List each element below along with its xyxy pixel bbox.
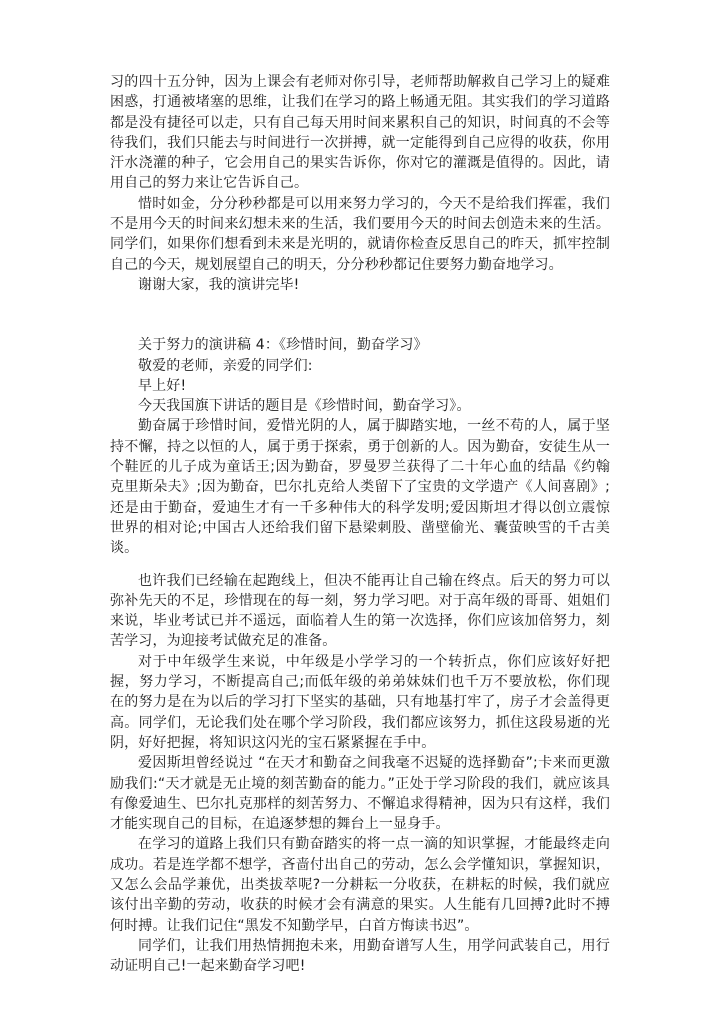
paragraph-gap [110, 559, 610, 571]
closing-line: 谢谢大家，我的演讲完毕! [138, 276, 300, 293]
speech-title: 关于努力的演讲稿 4：《珍惜时间，勤奋学习》 [138, 337, 428, 354]
section-gap [110, 295, 610, 335]
body-paragraph: 惜时如金，分分秒秒都是可以用来努力学习的，今天不是给我们挥霍，我们不是用今天的时间来幻想未来的生活，我们要用今天的时间去创造未来的生活。同学们，如果你们想看到未来是光明的，就请你检查反思自己的昨天，抓牢控制自己的今天，规划展望自己的明天，分分秒秒都记住要努力勤奋地学习。 [110, 195, 610, 273]
salutation: 敬爱的老师，亲爱的同学们: [138, 357, 313, 374]
greeting: 早上好! [138, 377, 187, 394]
body-paragraph: 爱因斯坦曾经说过 “在天才和勤奋之间我毫不迟疑的选择勤奋”;卡来而更激励我们:“天才就是无止境的刻苦勤奋的能力。”正处于学习阶段的我们，就应该具有像爱迪生、巴尔扎克那样的刻苦努力、不懈追求得精神，因为只有这样，我们才能实现自己的目标，在追逐梦想的舞台上一显身手。 [110, 755, 610, 833]
topic-line: 今天我国旗下讲话的题目是《珍惜时间，勤奋学习》。 [138, 398, 471, 415]
body-paragraph: 对于中年级学生来说，中年级是小学学习的一个转折点，你们应该好好把握，努力学习，不断提高自己;而低年级的弟弟妹妹们也千万不要放松，你们现在的努力是在为以后的学习打下坚实的基础，只有地基打牢了，房子才会盖得更高。同学们，无论我们处在哪个学习阶段，我们都应该努力，抓住这段易逝的光阴，好好把握，将知识这闪光的宝石紧紧握在手中。 [110, 653, 610, 751]
document-body [110, 72, 610, 976]
body-paragraph: 在学习的道路上我们只有勤奋踏实的将一点一滴的知识掌握，才能最终走向成功。若是连学都不想学，吝啬付出自己的劳动，怎么会学懂知识，掌握知识，又怎么会品学兼优，出类拔萃呢?一分耕耘一分收获，在耕耘的时候，我们就应该付出辛勤的劳动，收获的时候才会有满意的果实。人生能有几回搏?此时不搏何时搏。让我们记住“黑发不知勤学早，白首方悔读书迟”。 [110, 836, 610, 934]
body-paragraph: 习的四十五分钟，因为上课会有老师对你引导，老师帮助解救自己学习上的疑难困惑，打通被堵塞的思维，让我们在学习的路上畅通无阻。其实我们的学习道路都是没有捷径可以走，只有自己每天用时间来累积自己的知识，时间真的不会等待我们，我们只能去与时间进行一次拼搏，就一定能得到自己应得的收获，你用汗水浇灌的种子，它会用自己的果实告诉你，你对它的灌溉是值得的。因此，请用自己的努力来让它告诉自己。 [110, 74, 610, 192]
body-paragraph: 同学们，让我们用热情拥抱未来，用勤奋谱写人生，用学问武装自己，用行动证明自己!一起来勤奋学习吧! [110, 937, 610, 975]
body-paragraph: 勤奋属于珍惜时间，爱惜光阴的人，属于脚踏实地，一丝不苟的人，属于坚持不懈，持之以恒的人，属于勇于探索，勇于创新的人。因为勤奋，安徒生从一个鞋匠的儿子成为童话王;因为勤奋，罗曼罗兰获得了二十年心血的结晶《约翰克里斯朵夫》;因为勤奋，巴尔扎克给人类留下了宝贵的文学遗产《人间喜剧》;还是由于勤奋，爱迪生才有一千多种伟大的科学发明;爱因斯坦才得以创立震惊世界的相对论;中国古人还给我们留下悬梁刺股、凿壁偷光、囊萤映雪的千古美谈。 [110, 418, 610, 557]
body-paragraph: 也许我们已经输在起跑线上，但决不能再让自己输在终点。后天的努力可以弥补先天的不足，珍惜现在的每一刻，努力学习吧。对于高年级的哥哥、姐姐们来说，毕业考试已并不遥远，面临着人生的第一次选择，你们应该加倍努力，刻苦学习，为迎接考试做充足的准备。 [110, 572, 610, 650]
